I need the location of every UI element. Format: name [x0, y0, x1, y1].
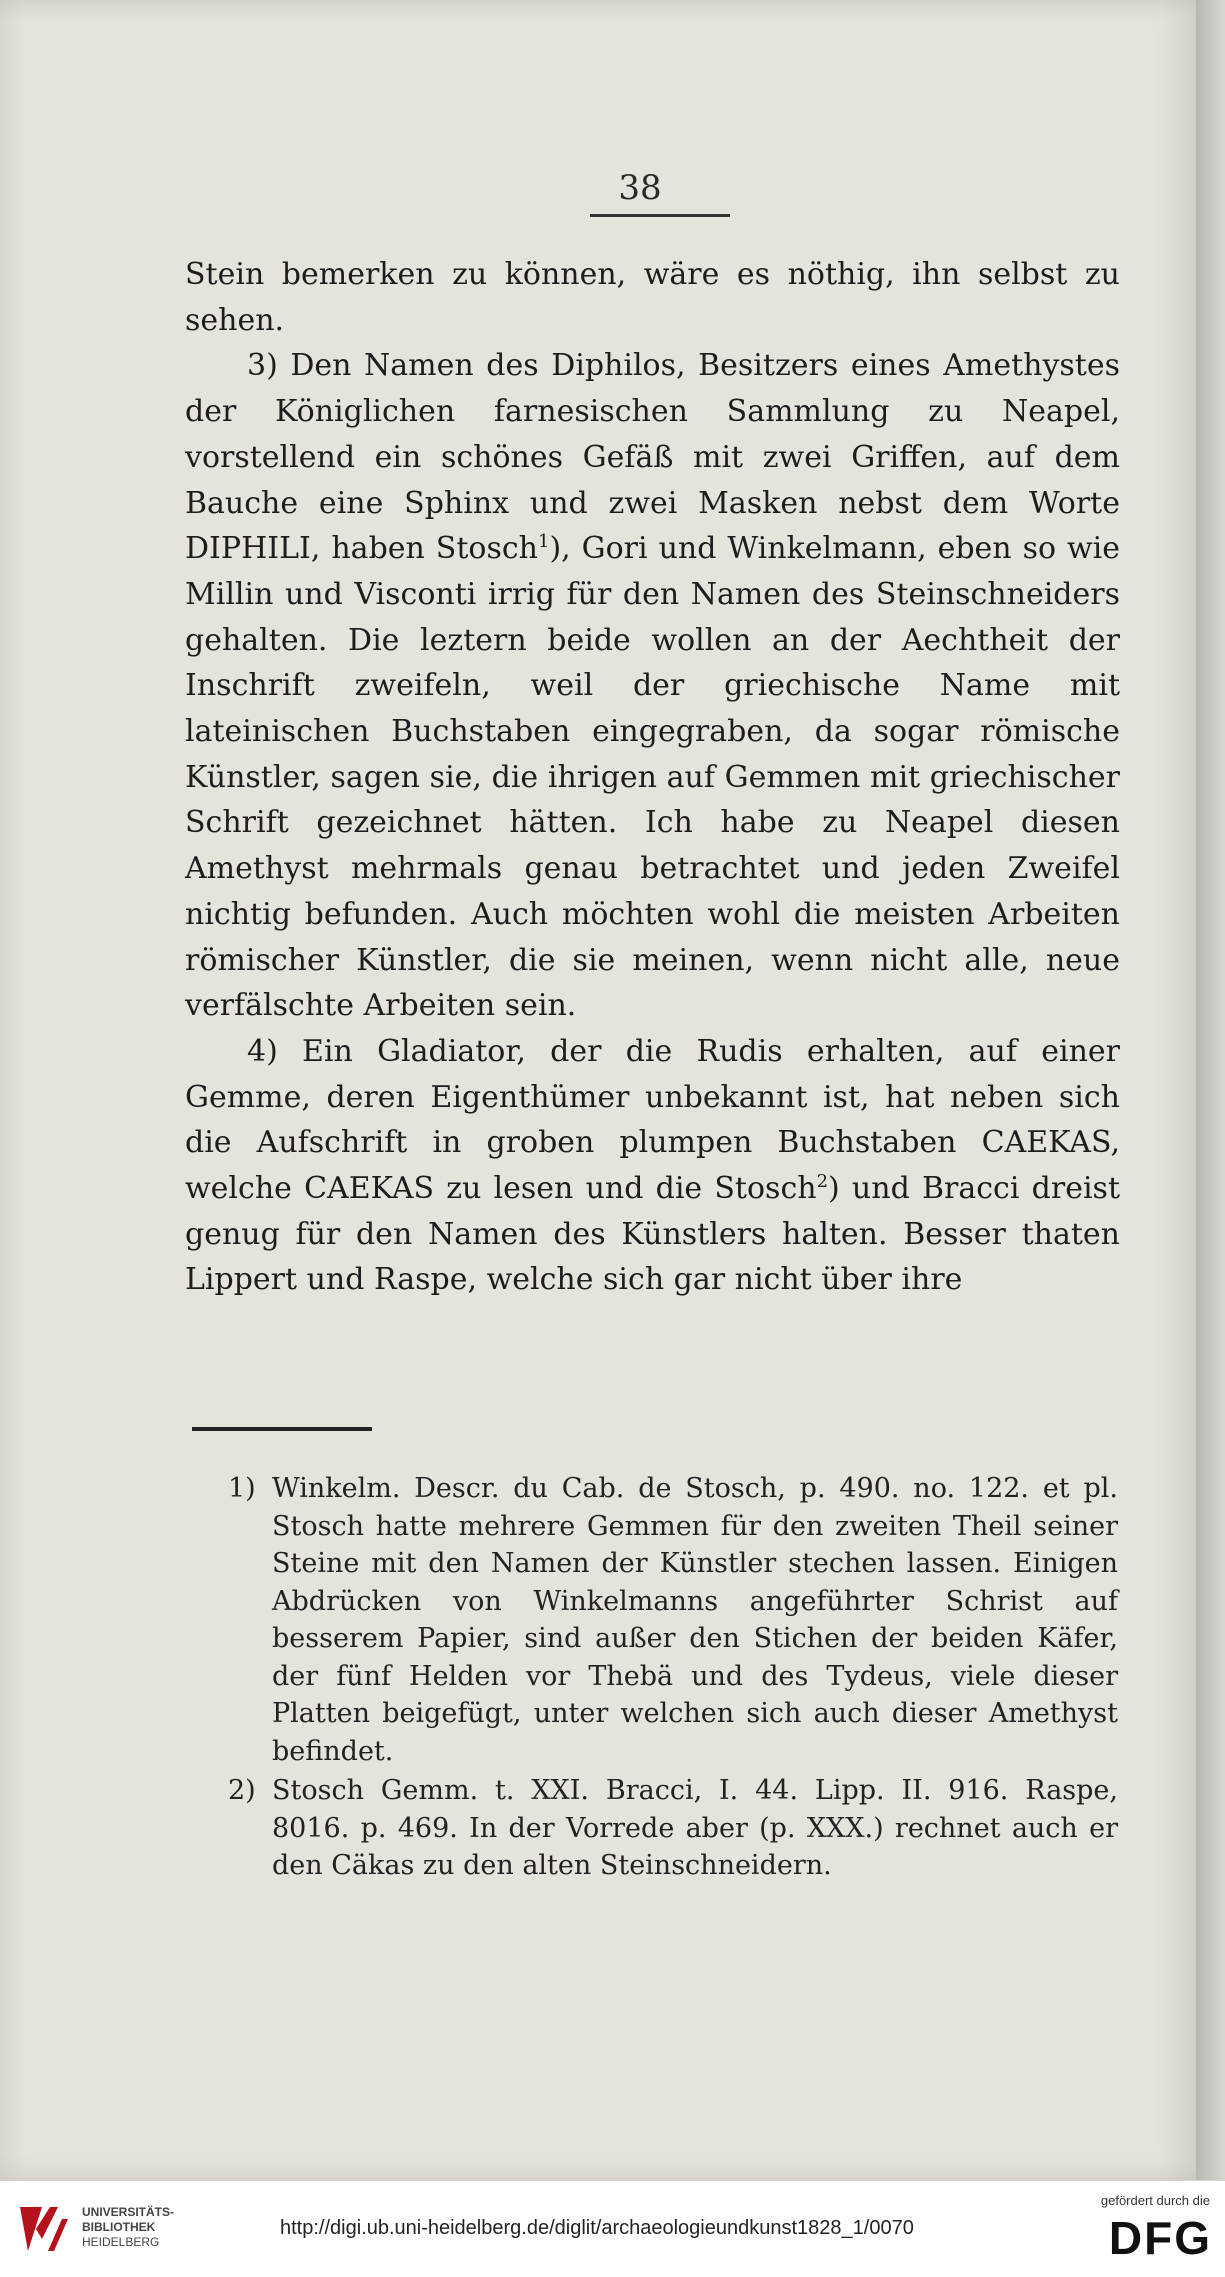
- footnote-marker: 2): [228, 1775, 256, 1806]
- viewer-footer: [0, 2180, 1225, 2277]
- paragraph-4: [185, 1029, 1120, 1303]
- footnote-ref-2[interactable]: 2: [816, 1171, 829, 1193]
- dfg-logo[interactable]: DFG: [1108, 2212, 1212, 2264]
- footnote-marker: 1): [228, 1473, 256, 1504]
- university-name-line: HEIDELBERG: [82, 2235, 160, 2249]
- footnote-text: Winkelm. Descr. du Cab. de Stosch, p. 490. no. 122. et pl. Stosch hatte mehrere Gemmen für den zweiten Theil seiner Steine mit den Namen der Künstler stechen lassen. Einigen Abdrücken von Winkelmanns angeführter Schrist auf besserem Papier, sind außer den Stichen der beiden Käfer, der fünf Helden vor Thebä und des Tydeus, viele dieser Platten beigefügt, unter welchen sich auch dieser Amethyst befindet.: [272, 1473, 1118, 1767]
- page-number-rule: [590, 214, 730, 217]
- university-name: [82, 2205, 192, 2250]
- permalink-url[interactable]: http://digi.ub.uni-heidelberg.de/diglit/archaeologieundkunst1828_1/0070: [280, 2217, 914, 2239]
- body-text: [185, 252, 1120, 1303]
- university-name-line: UNIVERSITÄTS-: [82, 2205, 175, 2219]
- paragraph-4-part-2: ) und Bracci dreist genug für den Namen des Künstlers halten. Besser thaten Lippert und Raspe, welche sich gar nicht über ihre: [185, 1171, 1120, 1298]
- paragraph-3-part-1: 3) Den Namen des Diphilos, Besitzers eines Amethystes der Königlichen farnesischen Sammlung zu Neapel, vorstellend ein schönes Gefäß mit zwei Griffen, auf dem Bauche eine Sphinx und zwei Masken nebst dem Worte DIPHILI, haben Stosch: [185, 348, 1120, 567]
- paragraph-3: [185, 343, 1120, 1029]
- page-number: 38: [618, 168, 662, 208]
- footnote-separator: [192, 1427, 372, 1431]
- footnote-2: [228, 1772, 1118, 1885]
- paragraph-3-part-2: ), Gori und Winkelmann, eben so wie Millin und Visconti irrig für den Namen des Steinschneiders gehalten. Die leztern beide wollen an der Aechtheit der Inschrift zweifeln, weil der griechische Name mit lateinischen Buchstaben eingegraben, da sogar römische Künstler, sagen sie, die ihrigen auf Gemmen mit griechischer Schrift gezeichnet hätten. Ich habe zu Neapel diesen Amethyst mehrmals genau betrachtet und jeden Zweifel nichtig befunden. Auch möchten wohl die meisten Arbeiten römischer Künstler, die sie meinen, wenn nicht alle, neue verfälschte Arbeiten sein.: [185, 531, 1121, 1024]
- university-name-line: BIBLIOTHEK: [82, 2220, 156, 2234]
- footnote-text: Stosch Gemm. t. XXI. Bracci, I. 44. Lipp. II. 916. Raspe, 8016. p. 469. In der Vorrede aber (p. XXX.) rechnet auch er den Cäkas zu den alten Steinschneidern.: [272, 1775, 1118, 1881]
- footnote-1: [228, 1470, 1118, 1770]
- university-logo-icon[interactable]: [14, 2199, 74, 2259]
- sponsor-label: gefördert durch die: [1100, 2193, 1210, 2208]
- page-edge-shadow: [1196, 0, 1225, 2180]
- footnotes: [228, 1470, 1118, 1885]
- paragraph-continuation: Stein bemerken zu können, wäre es nöthig, ihn selbst zu sehen.: [185, 257, 1120, 338]
- paragraph-4-part-1: 4) Ein Gladiator, der die Rudis erhalten, auf einer Gemme, deren Eigenthümer unbekannt ist, hat neben sich die Aufschrift in groben plumpen Buchstaben CAEKAS, welche CAEKAS zu lesen und die Stosch: [185, 1033, 1120, 1207]
- footnote-ref-1[interactable]: 1: [538, 531, 550, 553]
